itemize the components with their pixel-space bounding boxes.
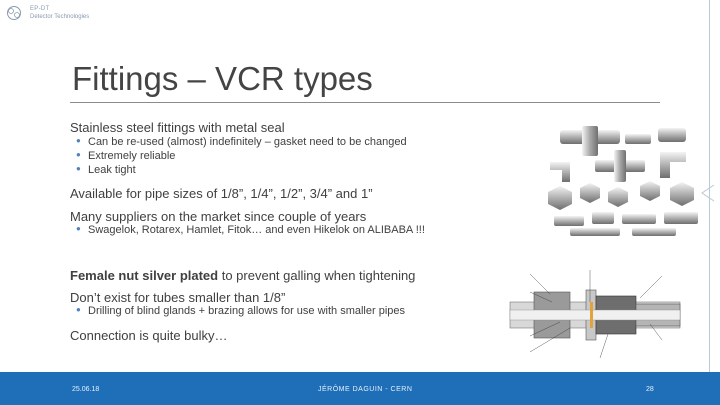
logo-line-1: EP-DT bbox=[30, 6, 50, 12]
heading-stainless: Stainless steel fittings with metal seal bbox=[70, 120, 285, 135]
bullet-text: Swagelok, Rotarex, Hamlet, Fitok… and even Hikelok on ALIBABA !!! bbox=[88, 224, 425, 236]
bullet-icon: ● bbox=[76, 164, 81, 173]
bullet-text: Leak tight bbox=[88, 164, 136, 176]
bullet-item bbox=[76, 136, 407, 148]
bullet-text: Can be re-used (almost) indefinitely – gasket need to be changed bbox=[88, 136, 407, 148]
bullet-text: Drilling of blind glands + brazing allows for use with smaller pipes bbox=[88, 305, 406, 317]
bullet-item bbox=[76, 164, 136, 176]
title-divider bbox=[70, 102, 660, 103]
heading-small-tubes: Don’t exist for tubes smaller than 1/8” bbox=[70, 290, 286, 305]
bullet-item bbox=[76, 224, 425, 236]
cern-logo-icon bbox=[6, 5, 22, 21]
footer-presenter: JÉRÔME DAGUIN - CERN bbox=[318, 386, 413, 393]
page-number: 28 bbox=[646, 386, 654, 393]
bullet-item bbox=[76, 305, 406, 317]
logo-line-2: Detector Technologies bbox=[30, 14, 90, 20]
bullet-icon: ● bbox=[76, 224, 81, 233]
bullet-icon: ● bbox=[76, 305, 81, 314]
footer-date: 25.06.18 bbox=[72, 386, 100, 393]
bullet-icon: ● bbox=[76, 150, 81, 159]
logo bbox=[6, 4, 96, 24]
heading-female-nut-rest: to prevent galling when tightening bbox=[218, 268, 416, 283]
bullet-item bbox=[76, 150, 176, 162]
heading-female-nut-bold: Female nut silver plated bbox=[70, 268, 219, 283]
heading-suppliers: Many suppliers on the market since couple of years bbox=[70, 209, 367, 224]
bullet-text: Extremely reliable bbox=[88, 150, 176, 162]
fittings-photo bbox=[540, 122, 710, 242]
heading-female-nut bbox=[70, 268, 415, 283]
heading-pipe-sizes: Available for pipe sizes of 1/8”, 1/4”, 1/2”, 3/4” and 1” bbox=[70, 186, 373, 201]
vcr-cross-section-diagram bbox=[490, 262, 702, 370]
heading-bulky: Connection is quite bulky… bbox=[70, 328, 228, 343]
bullet-icon: ● bbox=[76, 136, 81, 145]
page-title: Fittings – VCR types bbox=[72, 60, 373, 97]
